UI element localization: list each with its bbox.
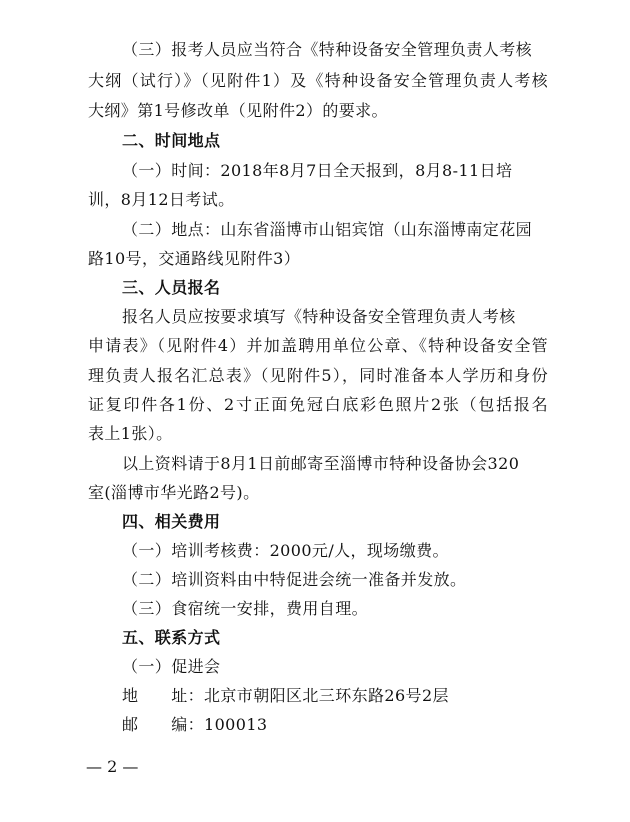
contact-postcode: 邮 编：100013	[122, 715, 268, 734]
fees-line-3: （三）食宿统一安排，费用自理。	[122, 599, 369, 618]
registration-line-1: 报名人员应按要求填写《特种设备安全管理负责人考核	[122, 307, 516, 326]
location-line-1: （二）地点：山东省淄博市山铝宾馆（山东淄博南定花园	[122, 220, 533, 239]
registration-line-5: 表上1张）。	[88, 424, 173, 443]
fees-line-1: （一）培训考核费：2000元/人，现场缴费。	[122, 541, 449, 560]
page-number: — 2 —	[86, 757, 139, 776]
requirement-line-3: 大纲》第1号修改单（见附件2）的要求。	[88, 101, 388, 120]
time-line-1: （一）时间：2018年8月7日全天报到，8月8-11日培	[122, 161, 513, 180]
location-line-2: 路10号，交通路线见附件3）	[88, 249, 301, 268]
section-heading-time-location: 二、时间地点	[122, 131, 221, 150]
fees-line-2: （二）培训资料由中特促进会统一准备并发放。	[122, 570, 467, 589]
requirement-line-2: 大纲（试行）》（见附件1）及《特种设备安全管理负责人考核	[88, 71, 548, 90]
time-line-2: 训，8月12日考试。	[88, 190, 235, 209]
registration-line-2: 申请表》（见附件4）并加盖聘用单位公章、《特种设备安全管	[88, 336, 548, 355]
mailing-line-1: 以上资料请于8月1日前邮寄至淄博市特种设备协会320	[122, 454, 520, 473]
requirement-line-1: （三）报考人员应当符合《特种设备安全管理负责人考核	[122, 40, 533, 59]
mailing-line-2: 室(淄博市华光路2号)。	[88, 483, 260, 502]
section-heading-contact: 五、联系方式	[122, 628, 221, 647]
registration-line-3: 理负责人报名汇总表》（见附件5），同时准备本人学历和身份	[88, 366, 548, 385]
contact-address: 地 址：北京市朝阳区北三环东路26号2层	[122, 686, 449, 705]
registration-line-4: 证复印件各1份、2寸正面免冠白底彩色照片2张（包括报名	[88, 395, 548, 414]
section-heading-registration: 三、人员报名	[122, 278, 221, 297]
contact-organization: （一）促进会	[122, 657, 221, 676]
section-heading-fees: 四、相关费用	[122, 512, 221, 531]
